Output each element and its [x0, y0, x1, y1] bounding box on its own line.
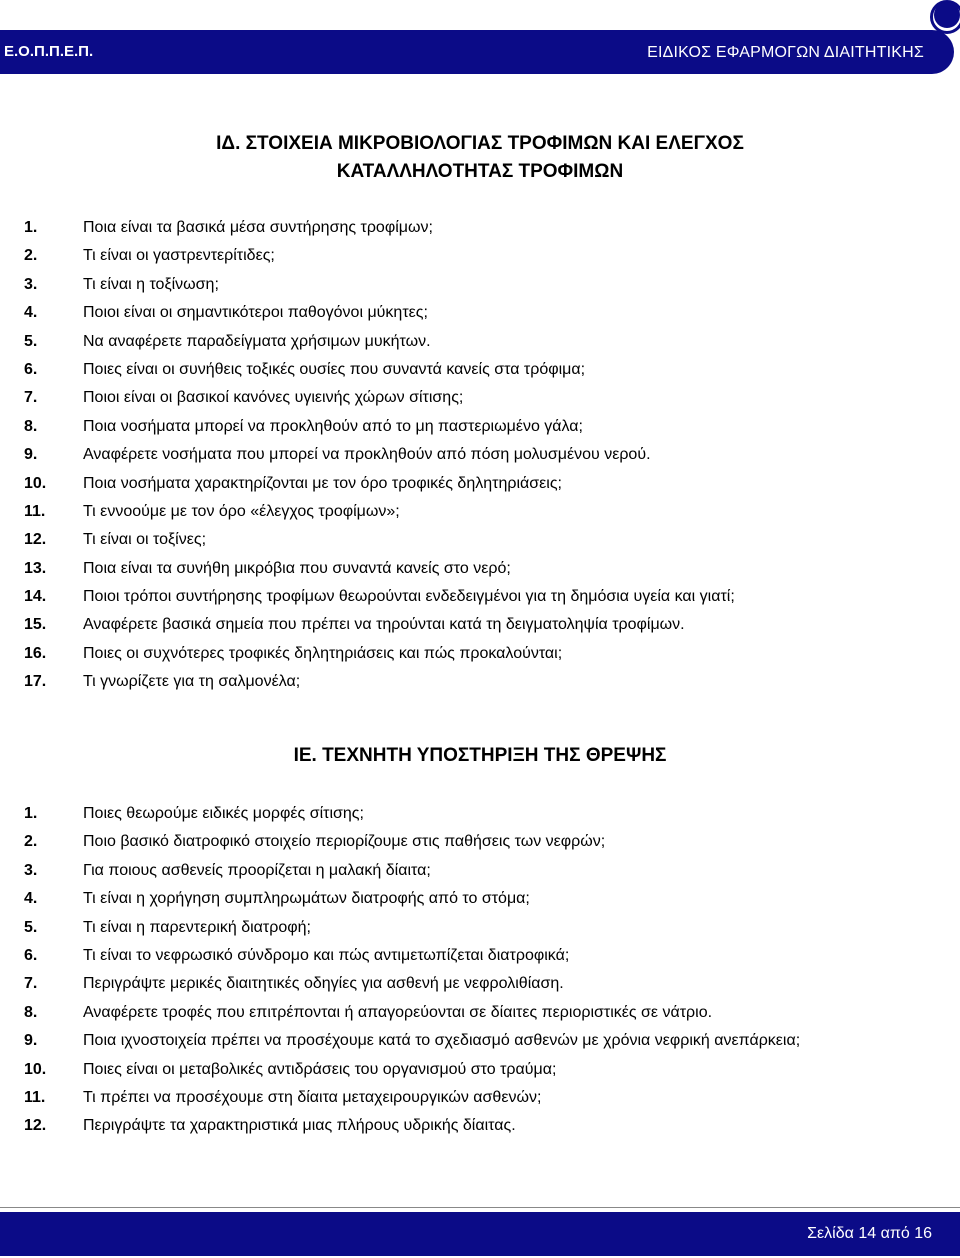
section1-question-list [0, 214, 960, 697]
question-text: Ποια νοσήματα χαρακτηρίζονται με τον όρο τροφικές δηλητηριάσεις; [83, 474, 562, 492]
question-item [0, 800, 960, 828]
question-number: 6. [24, 360, 38, 378]
question-text: Ποιες είναι οι συνήθεις τοξικές ουσίες που συναντά κανείς στα τρόφιμα; [83, 360, 586, 378]
question-number: 7. [24, 975, 38, 993]
question-number: 10. [24, 474, 47, 492]
question-item [0, 555, 960, 583]
question-item [0, 1084, 960, 1112]
question-text: Ποιες θεωρούμε ειδικές μορφές σίτισης; [83, 805, 364, 822]
question-text: Περιγράψτε μερικές διαιτητικές οδηγίες για ασθενή με νεφρολιθίαση. [83, 975, 564, 993]
question-text: Για ποιους ασθενείς προορίζεται η μαλακή δίαιτα; [83, 861, 431, 879]
question-text: Τι πρέπει να προσέχουμε στη δίαιτα μεταχειρουργικών ασθενών; [83, 1088, 542, 1106]
question-item [0, 470, 960, 498]
question-item [0, 914, 960, 942]
question-text: Τι είναι η τοξίνωση; [83, 275, 219, 293]
question-item [0, 885, 960, 913]
question-number: 10. [24, 1060, 47, 1078]
question-item [0, 857, 960, 885]
question-text: Ποιο βασικό διατροφικό στοιχείο περιορίζουμε στις παθήσεις των νεφρών; [83, 833, 606, 851]
question-number: 13. [24, 559, 47, 577]
question-item [0, 611, 960, 639]
question-text: Ποια νοσήματα μπορεί να προκληθούν από το μη παστεριωμένο γάλα; [83, 417, 583, 435]
header-specialty: ΕΙΔΙΚΟΣ ΕΦΑΡΜΟΓΩΝ ΔΙΑΙΤΗΤΙΚΗΣ [647, 44, 924, 61]
question-number: 4. [24, 890, 38, 908]
page-number: Σελίδα 14 από 16 [807, 1225, 932, 1242]
question-number: 8. [24, 417, 38, 435]
question-number: 4. [24, 304, 38, 322]
question-text: Αναφέρετε νοσήματα που μπορεί να προκληθούν από πόση μολυσμένου νερού. [83, 446, 651, 464]
header-organization: Ε.Ο.Π.Π.Ε.Π. [4, 43, 94, 60]
header-circle-dot [934, 2, 960, 28]
question-number: 12. [24, 531, 47, 549]
question-text: Αναφέρετε τροφές που επιτρέπονται ή απαγορεύονται σε δίαιτες περιοριστικές σε νάτριο. [83, 1003, 713, 1021]
question-text: Να αναφέρετε παραδείγματα χρήσιμων μυκήτων. [83, 332, 431, 350]
question-number: 3. [24, 275, 38, 293]
question-number: 9. [24, 1032, 38, 1050]
question-number: 9. [24, 446, 38, 464]
question-item [0, 970, 960, 998]
question-item [0, 526, 960, 554]
question-number: 16. [24, 644, 47, 662]
question-number: 11. [24, 1088, 46, 1106]
footer-divider [0, 1207, 960, 1208]
section2-title: ΙΕ. ΤΕΧΝΗΤΗ ΥΠΟΣΤΗΡΙΞΗ ΤΗΣ ΘΡΕΨΗΣ [293, 745, 667, 766]
question-text: Τι είναι η παρεντερική διατροφή; [83, 918, 311, 936]
question-text: Ποιες οι συχνότερες τροφικές δηλητηριάσεις και πώς προκαλούνται; [83, 644, 563, 662]
question-text: Τι είναι το νεφρωσικό σύνδρομο και πώς αντιμετωπίζεται διατροφικά; [83, 946, 570, 964]
question-item [0, 640, 960, 668]
question-text: Ποια είναι τα συνήθη μικρόβια που συναντά κανείς στο νερό; [83, 559, 511, 577]
question-text: Περιγράψτε τα χαρακτηριστικά μιας πλήρους υδρικής δίαιτας. [83, 1117, 516, 1135]
question-text: Τι εννοούμε με τον όρο «έλεγχος τροφίμων»; [83, 502, 400, 520]
question-text: Αναφέρετε βασικά σημεία που πρέπει να τηρούνται κατά τη δειγματοληψία τροφίμων. [83, 616, 685, 634]
question-number: 1. [24, 805, 38, 822]
question-number: 11. [24, 502, 46, 520]
section1-title-line2: ΚΑΤΑΛΛΗΛΟΤΗΤΑΣ ΤΡΟΦΙΜΩΝ [336, 161, 624, 182]
question-item [0, 356, 960, 384]
section2-question-list [0, 800, 960, 1141]
question-item [0, 999, 960, 1027]
question-item [0, 328, 960, 356]
question-item [0, 384, 960, 412]
question-text: Τι γνωρίζετε για τη σαλμονέλα; [83, 673, 301, 691]
question-number: 14. [24, 588, 47, 606]
question-item [0, 242, 960, 270]
question-item [0, 1112, 960, 1140]
question-number: 15. [24, 616, 47, 634]
question-text: Ποιες είναι οι μεταβολικές αντιδράσεις του οργανισμού στο τραύμα; [83, 1060, 557, 1078]
question-item [0, 271, 960, 299]
section1-title-line1: ΙΔ. ΣΤΟΙΧΕΙΑ ΜΙΚΡΟΒΙΟΛΟΓΙΑΣ ΤΡΟΦΙΜΩΝ ΚΑΙ ΕΛΕΓΧΟΣ [216, 133, 744, 154]
question-item [0, 1027, 960, 1055]
question-item [0, 441, 960, 469]
question-item [0, 299, 960, 327]
question-text: Ποιοι είναι οι βασικοί κανόνες υγιεινής χώρων σίτισης; [83, 389, 464, 407]
question-text: Ποιοι τρόποι συντήρησης τροφίμων θεωρούνται ενδεδειγμένοι για τη δημόσια υγεία και γιατί; [83, 588, 735, 606]
question-item [0, 828, 960, 856]
question-number: 2. [24, 247, 38, 265]
question-text: Ποια ιχνοστοιχεία πρέπει να προσέχουμε κατά το σχεδιασμό ασθενών με χρόνια νεφρική ανεπάρκεια; [83, 1032, 801, 1050]
question-item [0, 583, 960, 611]
question-text: Τι είναι οι τοξίνες; [83, 531, 207, 549]
question-text: Ποιοι είναι οι σημαντικότεροι παθογόνοι μύκητες; [83, 304, 428, 322]
question-item [0, 214, 960, 242]
question-number: 17. [24, 673, 47, 691]
question-number: 8. [24, 1003, 38, 1021]
question-number: 6. [24, 946, 38, 964]
question-item [0, 942, 960, 970]
question-text: Ποια είναι τα βασικά μέσα συντήρησης τροφίμων; [83, 219, 433, 236]
question-number: 5. [24, 918, 38, 936]
question-number: 7. [24, 389, 38, 407]
question-number: 1. [24, 219, 38, 236]
question-number: 12. [24, 1117, 47, 1135]
question-number: 3. [24, 861, 38, 879]
question-text: Τι είναι οι γαστρεντερίτιδες; [83, 247, 275, 265]
page-header [0, 0, 960, 82]
question-item [0, 668, 960, 696]
question-item [0, 498, 960, 526]
question-number: 5. [24, 332, 38, 350]
question-item [0, 413, 960, 441]
question-item [0, 1056, 960, 1084]
question-number: 2. [24, 833, 38, 851]
question-text: Τι είναι η χορήγηση συμπληρωμάτων διατροφής από το στόμα; [83, 890, 530, 908]
